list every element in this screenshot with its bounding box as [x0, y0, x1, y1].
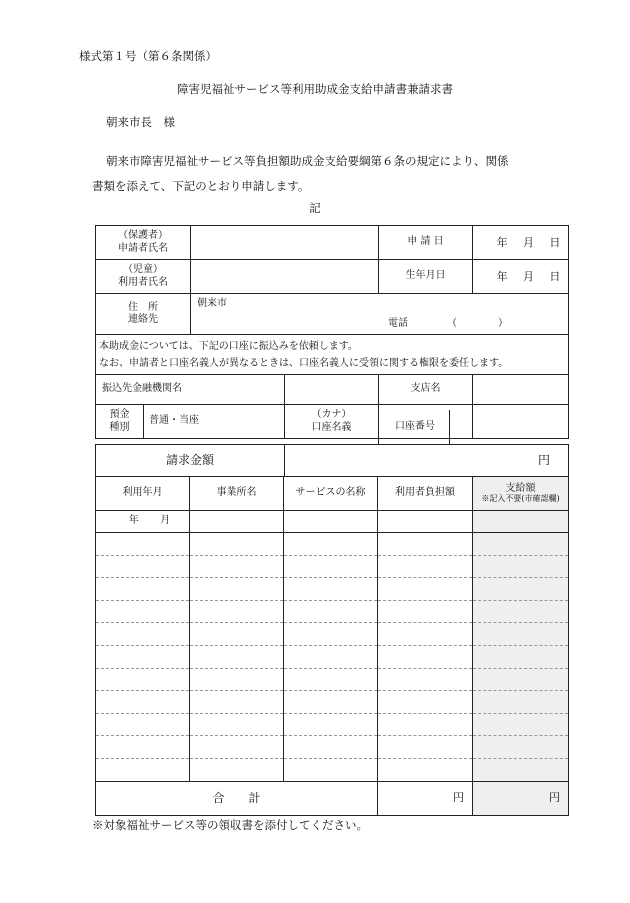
usage-row [96, 758, 569, 781]
address-field[interactable]: 朝来市 電話 （ ） [191, 294, 569, 335]
usage-cell[interactable] [378, 578, 473, 601]
deposit-type-label: 預金 種別 [96, 405, 144, 439]
usage-cell [473, 600, 569, 623]
col-period: 利用年月 [96, 477, 190, 511]
usage-cell[interactable] [284, 668, 378, 691]
usage-row [96, 555, 569, 578]
account-holder-label: （カナ） 口座名義 [285, 405, 379, 439]
claim-row [96, 445, 569, 477]
usage-cell [473, 578, 569, 601]
usage-row [96, 533, 569, 556]
usage-cell[interactable] [96, 533, 190, 556]
claim-table [95, 444, 569, 477]
usage-row [96, 713, 569, 736]
usage-period-cell[interactable]: 年 月 [96, 511, 190, 533]
usage-row [96, 623, 569, 646]
usage-cell[interactable] [378, 533, 473, 556]
usage-cell[interactable] [96, 623, 190, 646]
usage-cell[interactable] [96, 758, 190, 781]
applicant-name-field[interactable] [191, 226, 379, 260]
form-number: 様式第１号（第６条関係） [79, 49, 217, 63]
usage-cell[interactable] [284, 736, 378, 759]
birth-date-field[interactable]: 年 月 日 [473, 260, 569, 294]
usage-cell[interactable] [190, 713, 284, 736]
usage-cell[interactable] [190, 533, 284, 556]
account-divider [378, 410, 379, 444]
usage-cell [473, 668, 569, 691]
account-divider-2 [449, 410, 450, 444]
usage-cell[interactable] [284, 645, 378, 668]
application-date-field[interactable]: 年 月 日 [473, 226, 569, 260]
usage-cell[interactable] [284, 600, 378, 623]
usage-cell[interactable] [284, 511, 378, 533]
total-burden-field[interactable]: 円 [378, 781, 473, 815]
usage-cell[interactable] [284, 623, 378, 646]
usage-row [96, 578, 569, 601]
usage-cell [473, 623, 569, 646]
usage-cell[interactable] [378, 511, 473, 533]
usage-cell[interactable] [284, 691, 378, 714]
account-number-label: 口座番号 [395, 421, 435, 432]
usage-cell[interactable] [378, 623, 473, 646]
total-payment-field: 円 [473, 781, 569, 815]
footnote: ※対象福祉サービス等の領収書を添付してください。 [92, 818, 368, 832]
usage-cell[interactable] [190, 645, 284, 668]
col-office: 事業所名 [190, 477, 284, 511]
usage-cell [473, 533, 569, 556]
usage-cell[interactable] [190, 578, 284, 601]
usage-cell[interactable] [378, 713, 473, 736]
usage-cell[interactable] [378, 645, 473, 668]
bank-name-label: 振込先金融機関名 [96, 375, 285, 405]
usage-cell[interactable] [378, 691, 473, 714]
usage-cell [473, 758, 569, 781]
col-service: サービスの名称 [284, 477, 378, 511]
account-number-cell [473, 405, 569, 439]
total-row [96, 781, 569, 815]
usage-cell[interactable] [96, 713, 190, 736]
usage-row [96, 600, 569, 623]
usage-cell [473, 555, 569, 578]
usage-cell [473, 713, 569, 736]
total-label: 合 計 [96, 781, 378, 815]
usage-cell[interactable] [190, 555, 284, 578]
usage-cell[interactable] [378, 758, 473, 781]
user-label-cell: （児童） 利用者氏名 [96, 260, 191, 294]
intro-text-line2: 書類を添えて、下記のとおり申請します。 [92, 179, 310, 193]
usage-cell [473, 511, 569, 533]
intro-text-line1: 朝来市障害児福祉サービス等負担額助成金支給要綱第６条の規定により、関係 [106, 154, 509, 168]
usage-row [96, 511, 569, 533]
usage-cell[interactable] [378, 668, 473, 691]
usage-cell[interactable] [96, 668, 190, 691]
user-name-field[interactable] [191, 260, 379, 294]
usage-cell[interactable] [96, 555, 190, 578]
col-burden: 利用者負担額 [378, 477, 473, 511]
usage-cell[interactable] [378, 555, 473, 578]
usage-cell[interactable] [190, 623, 284, 646]
usage-cell [473, 645, 569, 668]
bank-name-field[interactable] [285, 375, 379, 405]
usage-cell[interactable] [96, 600, 190, 623]
usage-cell [473, 736, 569, 759]
usage-cell[interactable] [190, 758, 284, 781]
usage-cell[interactable] [378, 736, 473, 759]
ki-heading: 記 [309, 201, 321, 215]
account-row [96, 405, 569, 439]
usage-cell[interactable] [284, 555, 378, 578]
usage-row [96, 691, 569, 714]
branch-label: 支店名 [379, 375, 473, 405]
address-value: 朝来市 [197, 298, 227, 309]
usage-cell[interactable] [284, 713, 378, 736]
applicant-row [96, 226, 569, 260]
col-payment: 支給額 ※記入不要(市確認欄) [473, 477, 569, 511]
usage-cell [473, 691, 569, 714]
usage-cell[interactable] [190, 736, 284, 759]
deposit-type-options[interactable]: 普通・当座 [144, 405, 285, 439]
application-form-table [95, 225, 569, 439]
address-row [96, 294, 569, 335]
usage-cell[interactable] [378, 600, 473, 623]
application-date-label: 申 請 日 [379, 226, 473, 260]
usage-row [96, 736, 569, 759]
user-row [96, 260, 569, 294]
usage-cell[interactable] [284, 578, 378, 601]
addressee: 朝来市長 様 [106, 115, 175, 129]
usage-header-row [96, 477, 569, 511]
bank-row [96, 375, 569, 405]
notice-row [96, 335, 569, 375]
usage-row [96, 668, 569, 691]
usage-cell[interactable] [284, 533, 378, 556]
claim-amount-label: 請求金額 [96, 445, 285, 477]
usage-row [96, 645, 569, 668]
document-title: 障害児福祉サービス等利用助成金支給申請書兼請求書 [177, 82, 453, 96]
usage-cell[interactable] [96, 691, 190, 714]
notice-cell: 本助成金については、下記の口座に振込みを依頼します。 なお、申請者と口座名義人が異なるときは、口座名義人に受領に関する権限を委任します。 [96, 335, 569, 375]
claim-amount-field[interactable]: 円 [285, 445, 569, 477]
usage-cell[interactable] [284, 758, 378, 781]
usage-table [95, 476, 569, 816]
usage-cell[interactable] [96, 645, 190, 668]
usage-cell[interactable] [96, 578, 190, 601]
usage-cell[interactable] [96, 736, 190, 759]
address-label-cell: 住 所 連絡先 [96, 294, 191, 335]
usage-cell[interactable] [190, 511, 284, 533]
usage-cell[interactable] [190, 668, 284, 691]
branch-field[interactable] [473, 375, 569, 405]
usage-cell[interactable] [190, 600, 284, 623]
birth-date-label: 生年月日 [379, 260, 473, 294]
phone-label: 電話 [388, 317, 408, 329]
usage-cell[interactable] [190, 691, 284, 714]
applicant-label-cell: （保護者） 申請者氏名 [96, 226, 191, 260]
